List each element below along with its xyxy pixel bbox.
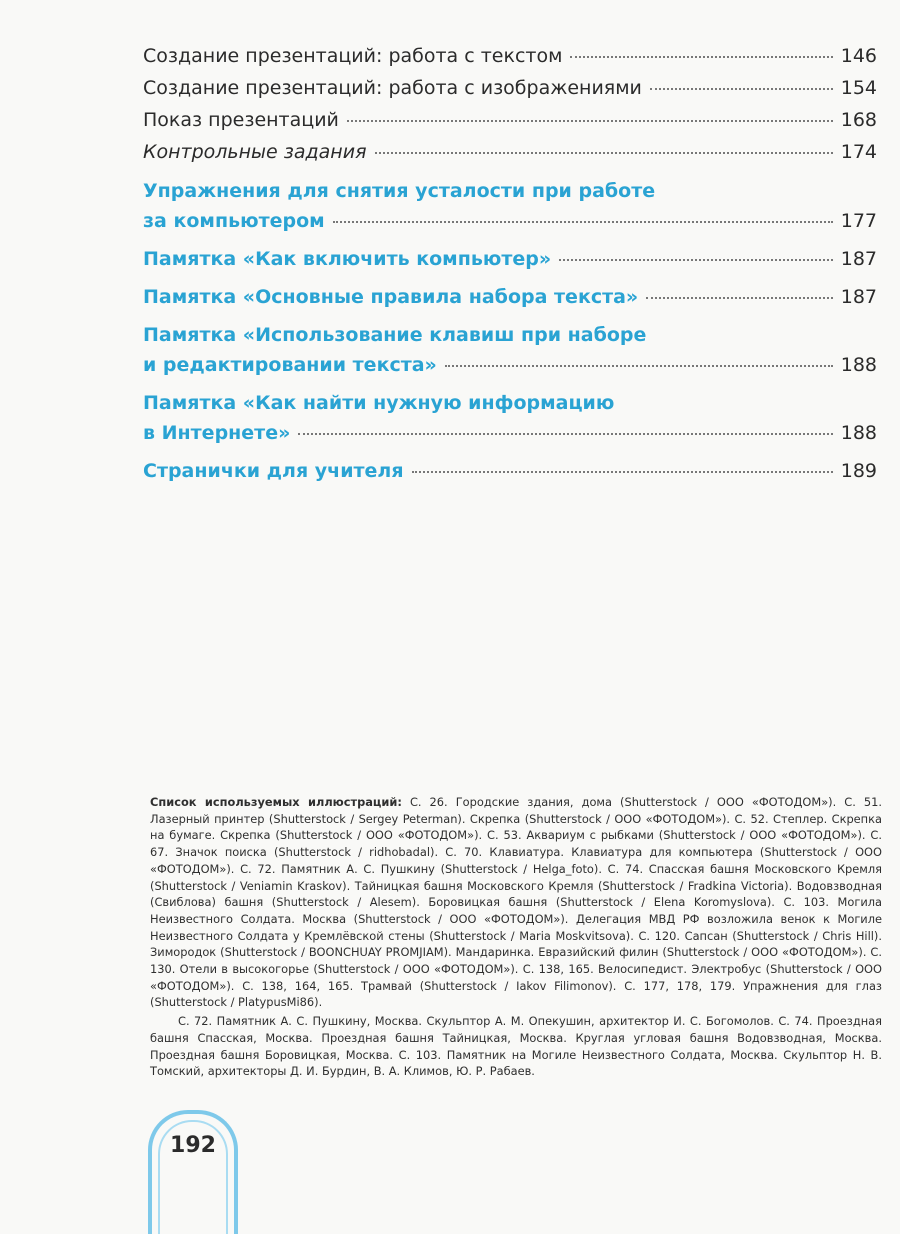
toc-entry-page: 188 (840, 354, 877, 376)
dot-leader (347, 119, 833, 122)
dot-leader (646, 296, 833, 299)
dot-leader (333, 220, 833, 223)
toc-entry-title: Создание презентаций: работа с изображениями (143, 77, 642, 99)
page-number-badge (148, 1110, 238, 1234)
toc-entry (143, 244, 877, 274)
dot-leader (570, 55, 832, 58)
toc-entry-title-line1: Памятка «Как найти нужную информацию (143, 392, 615, 414)
page-number: 192 (170, 1133, 216, 1158)
toc-entry-page: 174 (840, 141, 877, 163)
credits-paragraph-2: С. 72. Памятник А. С. Пушкину, Москва. Скульптор А. М. Опекушин, архитектор И. С. Богомолов. С. 74. Проездная башня Спасская, Москва. Проездная башня Тайницкая, Москва. Круглая угловая башня Водовзводная, Москва. Проездная башня Боровицкая, Москва. С. 103. Памятник на Могиле Неизвестного Солдата, Москва. Скульптор Н. В. Томский, архитекторы Д. И. Бурдин, В. А. Климов, Ю. Р. Рабаев. (150, 1014, 882, 1079)
toc-entry-page: 189 (840, 460, 877, 482)
table-of-contents (143, 40, 877, 486)
toc-entry-title: Памятка «Как включить компьютер» (143, 248, 552, 270)
credits-text: С. 26. Городские здания, дома (Shutterstock / ООО «ФОТОДОМ»). С. 51. Лазерный принтер (Shutterstock / Sergey Peterman). Скрепка (Shutterstock / ООО «ФОТОДОМ»). С. 52. Степлер. Скрепка на бумаге. Скрепка (Shutterstock / ООО «ФОТОДОМ»). С. 53. Аквариум с рыбками (Shutterstock / ООО «ФОТОДОМ»). С. 67. Значок поиска (Shutterstock / ridhobadal). С. 70. Клавиатура. Клавиатура для компьютера (Shutterstock / ООО «ФОТОДОМ»). С. 72. Памятник А. С. Пушкину (Shutterstock / Helga_foto). С. 74. Спасская башня Московского Кремля (Shutterstock / Veniamin Kraskov). Тайницкая башня Московского Кремля (Shutterstock / Fradkina Victoria). Водовзводная (Свиблова) башня (Shutterstock / Alesem). Боровицкая башня (Shutterstock / Elena Koromyslova). С. 103. Могила Неизвестного Солдата. Москва (Shutterstock / ООО «ФОТОДОМ»). Делегация МВД РФ возложила венок к Могиле Неизвестного Солдата у Кремлёвской стены (Shutterstock / Maria Moskvitsova). С. 120. Сапсан (Shutterstock / Chris Hill). Зимородок (Shutterstock / BOONCHUAY PROMJIAM). Мандаринка. Евразийский филин (Shutterstock / ООО «ФОТОДОМ»). С. 130. Отели в высокогорье (Shutterstock / ООО «ФОТОДОМ»). С. 138, 165. Велосипедист. Электробус (Shutterstock / ООО «ФОТОДОМ»). С. 138, 164, 165. Трамвай (Shutterstock / Iakov Filimonov). С. 177, 178, 179. Упражнения для глаз (Shutterstock / PlatypusMi86). (150, 795, 883, 1010)
toc-entry-title-line1: Памятка «Использование клавиш при наборе (143, 324, 647, 346)
toc-entry (143, 388, 877, 448)
toc-entry-page: 154 (840, 77, 877, 99)
toc-entry-page: 146 (840, 45, 877, 67)
dot-leader (650, 87, 833, 90)
toc-entry-title: Показ презентаций (143, 109, 339, 131)
toc-entry-title-line2: в Интернете» (143, 422, 291, 444)
toc-entry (143, 40, 877, 72)
toc-entry-page: 177 (840, 210, 877, 232)
toc-entry (143, 104, 877, 136)
toc-entry-page: 168 (840, 109, 877, 131)
dot-leader (559, 258, 833, 261)
toc-entry-page: 187 (840, 248, 877, 270)
dot-leader (298, 432, 832, 435)
toc-entry-title-line1: Упражнения для снятия усталости при работе (143, 180, 656, 202)
toc-entry-title: Создание презентаций: работа с текстом (143, 45, 563, 67)
toc-entry (143, 136, 877, 168)
dot-leader (375, 151, 833, 154)
credits-paragraph (150, 794, 882, 1011)
illustration-credits (150, 794, 882, 1080)
dot-leader (412, 470, 833, 473)
toc-entry-title: Памятка «Основные правила набора текста» (143, 286, 639, 308)
toc-entry (143, 72, 877, 104)
toc-entry-page: 188 (840, 422, 877, 444)
toc-entry-page: 187 (840, 286, 877, 308)
toc-entry-title: Контрольные задания (143, 141, 367, 163)
toc-entry (143, 320, 877, 380)
credits-heading: Список используемых иллюстраций: (150, 795, 402, 809)
toc-entry (143, 456, 877, 486)
dot-leader (445, 364, 833, 367)
toc-entry-title-line2: и редактировании текста» (143, 354, 437, 376)
toc-entry-title: Странички для учителя (143, 460, 404, 482)
toc-entry (143, 282, 877, 312)
toc-entry (143, 176, 877, 236)
toc-entry-title-line2: за компьютером (143, 210, 325, 232)
